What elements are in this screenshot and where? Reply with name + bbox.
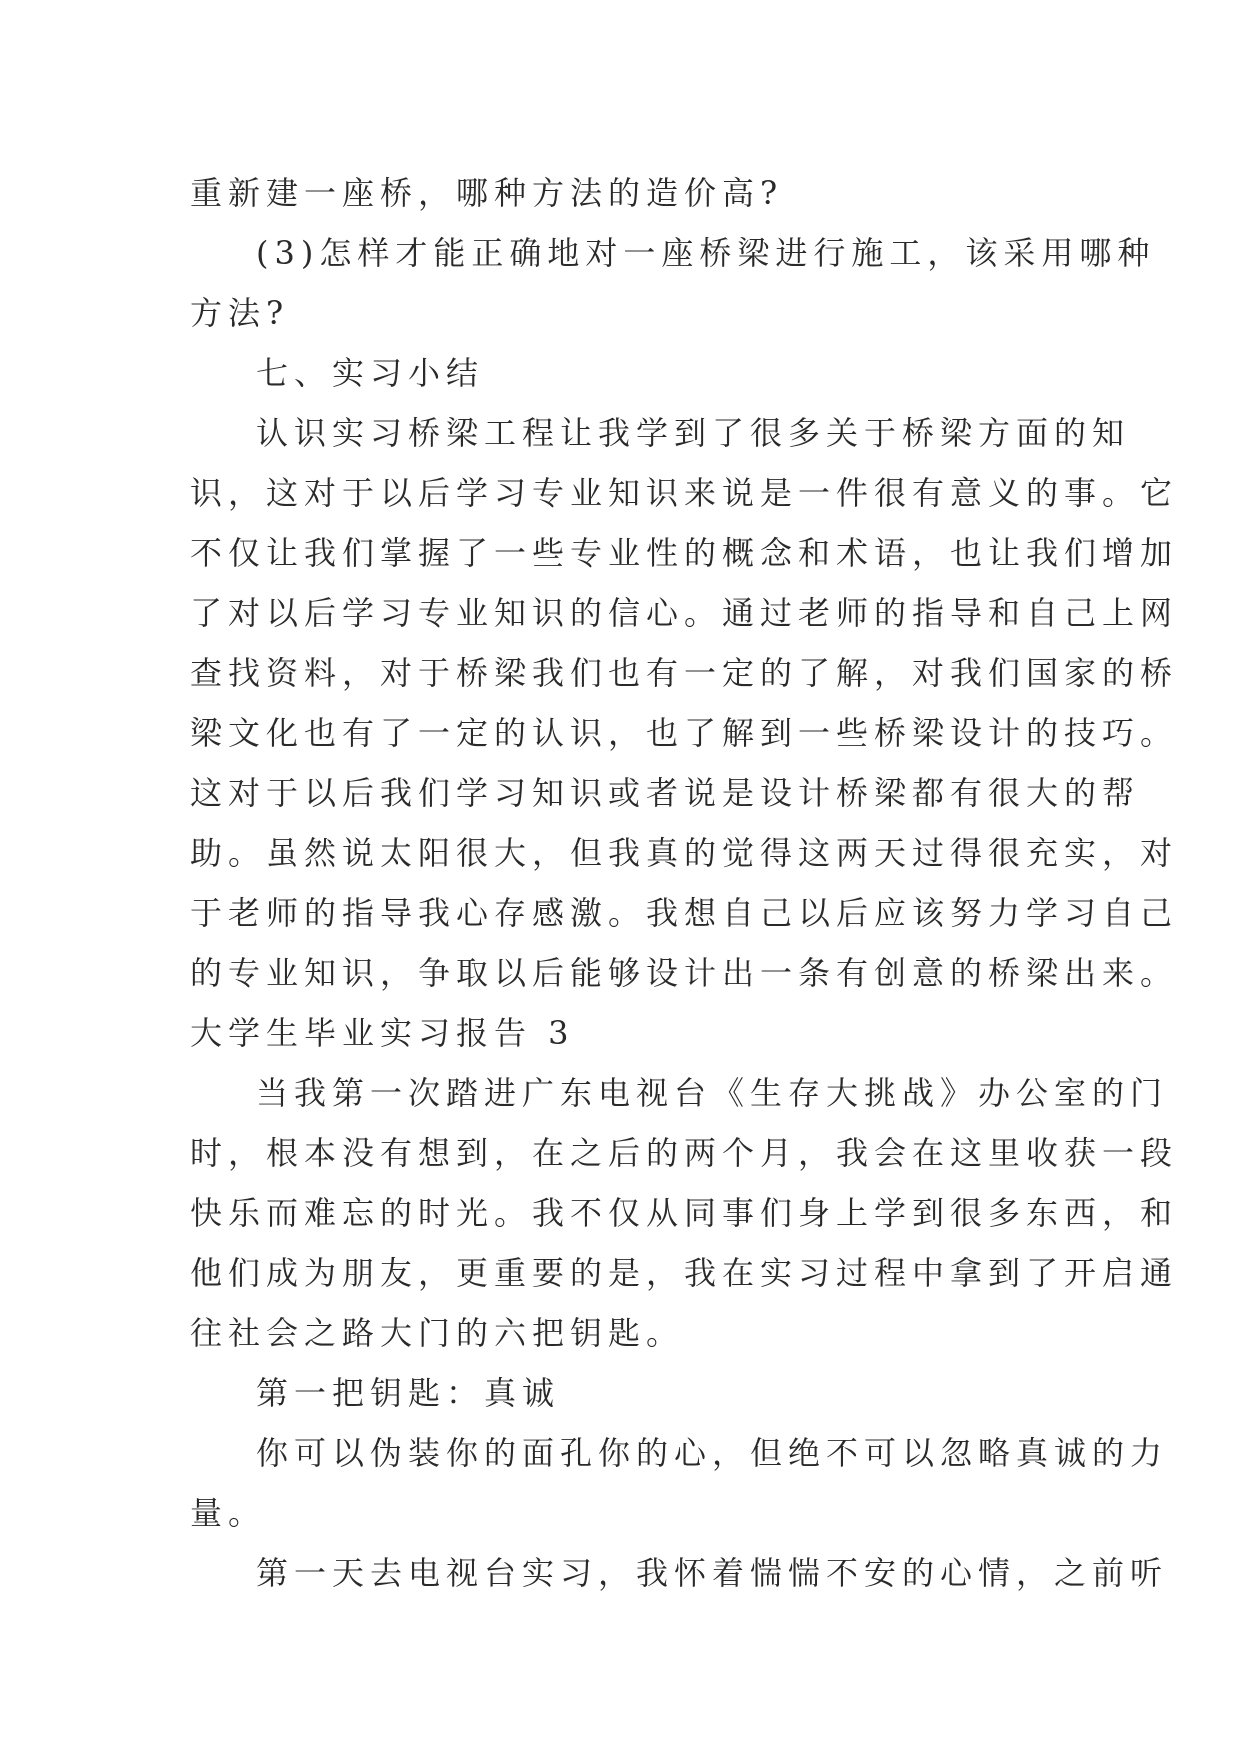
- text-line: 查找资料，对于桥梁我们也有一定的了解，对我们国家的桥: [190, 654, 1179, 692]
- section-heading: 第一把钥匙：真诚: [256, 1374, 561, 1412]
- report-title: 大学生毕业实习报告 3: [190, 1014, 575, 1052]
- text-line: 量。: [190, 1494, 267, 1532]
- text-line: 第一天去电视台实习，我怀着惴惴不安的心情，之前听: [256, 1554, 1169, 1592]
- text-line: 认识实习桥梁工程让我学到了很多关于桥梁方面的知: [256, 414, 1131, 452]
- text-line: 快乐而难忘的时光。我不仅从同事们身上学到很多东西，和: [190, 1194, 1179, 1232]
- text-line: 重新建一座桥，哪种方法的造价高?: [190, 174, 784, 212]
- text-line: 他们成为朋友，更重要的是，我在实习过程中拿到了开启通: [190, 1254, 1179, 1292]
- text-line: (3)怎样才能正确地对一座桥梁进行施工，该采用哪种: [256, 234, 1156, 272]
- document-body: [190, 163, 1179, 1603]
- section-heading: 七、实习小结: [256, 354, 485, 392]
- text-line: 往社会之路大门的六把钥匙。: [190, 1314, 685, 1352]
- text-line: 方法?: [190, 294, 290, 332]
- text-line: 当我第一次踏进广东电视台《生存大挑战》办公室的门: [256, 1074, 1169, 1112]
- text-line: 你可以伪装你的面孔你的心，但绝不可以忽略真诚的力: [256, 1434, 1169, 1472]
- text-line: 识，这对于以后学习专业知识来说是一件很有意义的事。它: [190, 474, 1179, 512]
- text-line: 这对于以后我们学习知识或者说是设计桥梁都有很大的帮: [190, 774, 1141, 812]
- text-line: 的专业知识，争取以后能够设计出一条有创意的桥梁出来。: [190, 954, 1179, 992]
- text-line: 了对以后学习专业知识的信心。通过老师的指导和自己上网: [190, 594, 1179, 632]
- text-line: 助。虽然说太阳很大，但我真的觉得这两天过得很充实，对: [190, 834, 1179, 872]
- text-line: 不仅让我们掌握了一些专业性的概念和术语，也让我们增加: [190, 534, 1179, 572]
- text-line: 于老师的指导我心存感激。我想自己以后应该努力学习自己: [190, 894, 1179, 932]
- text-line: 时，根本没有想到，在之后的两个月，我会在这里收获一段: [190, 1134, 1179, 1172]
- text-line: 梁文化也有了一定的认识，也了解到一些桥梁设计的技巧。: [190, 714, 1179, 752]
